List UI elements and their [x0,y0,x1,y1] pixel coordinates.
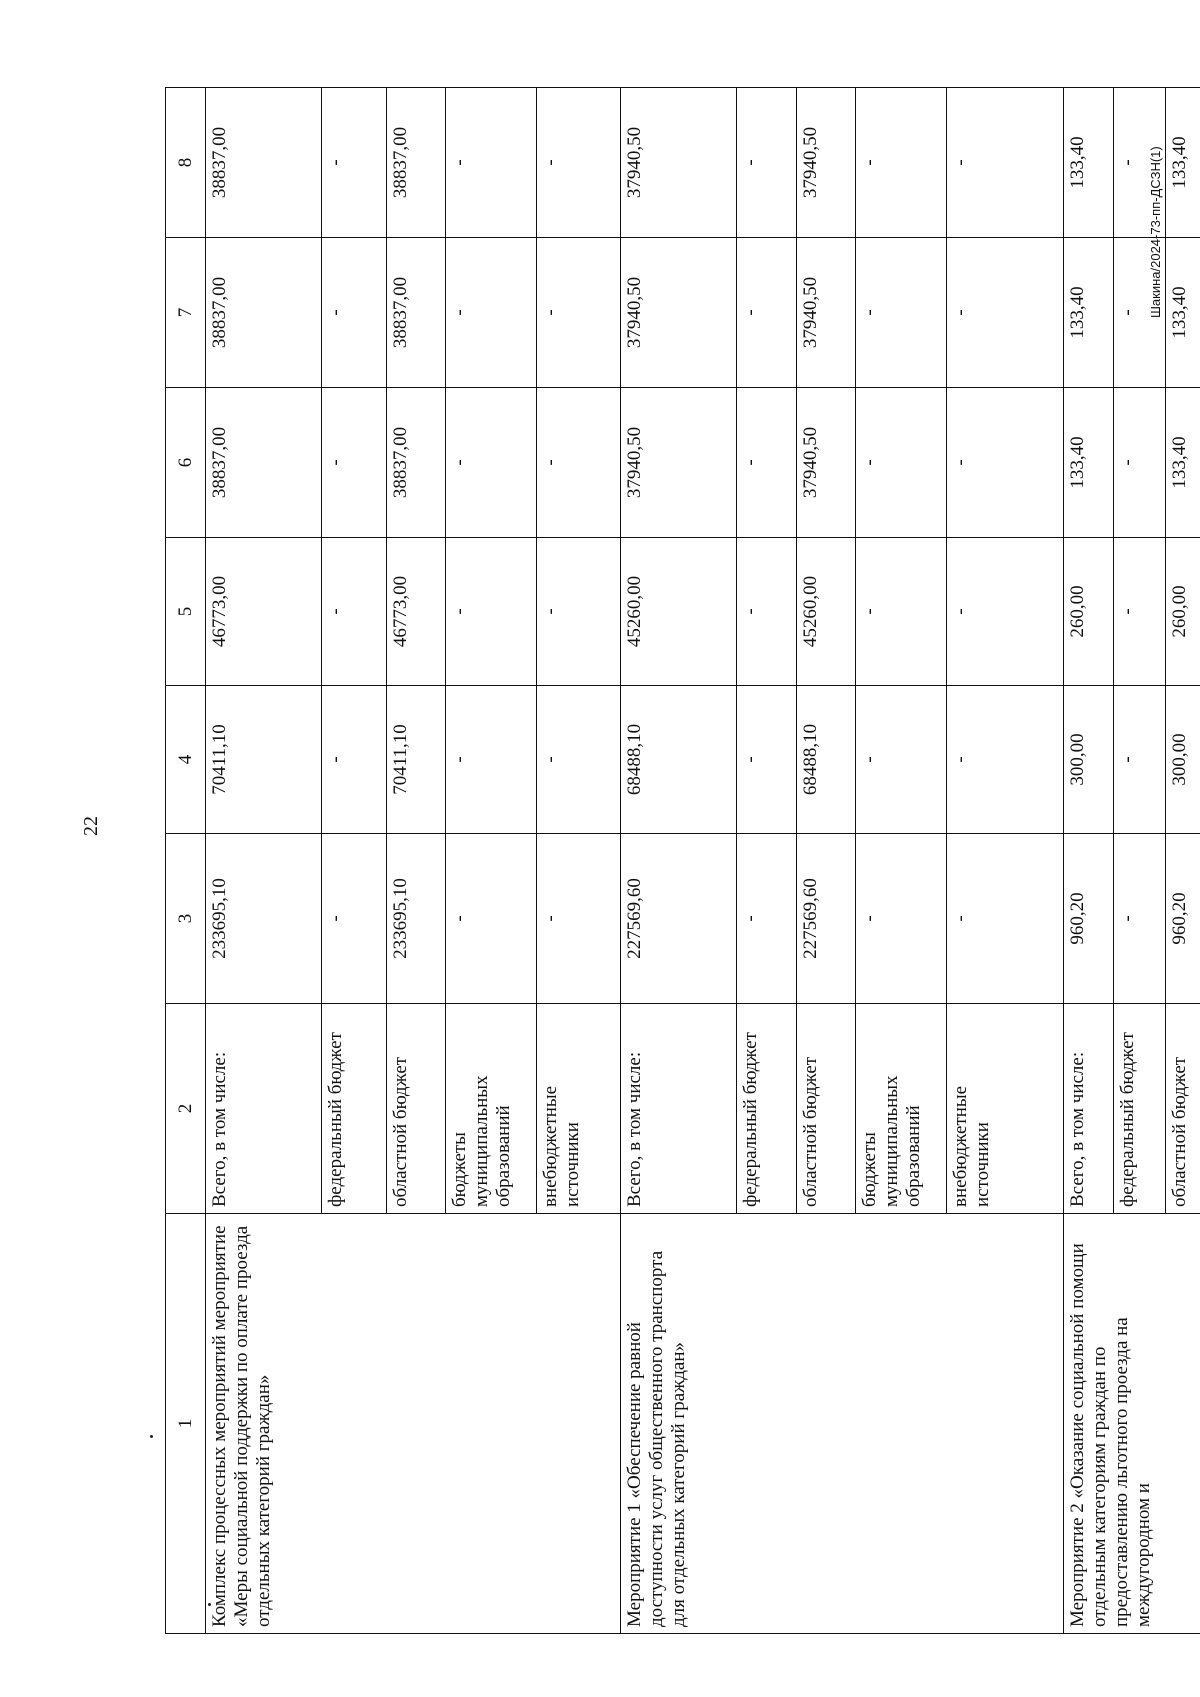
amount-cell: - [1114,686,1166,834]
amount-cell: - [737,834,797,1004]
amount-cell: - [537,834,621,1004]
amount-cell: - [537,238,621,388]
amount-cell: - [1114,834,1166,1004]
amount-cell: - [1114,238,1166,388]
amount-cell: - [322,686,387,834]
amount-cell: - [322,834,387,1004]
amount-cell: - [446,686,537,834]
amount-cell: - [322,238,387,388]
amount-cell: 37940,50 [621,388,737,538]
amount-cell: - [947,834,1064,1004]
amount-cell: - [856,238,947,388]
amount-cell: - [537,388,621,538]
table-row [206,88,322,1634]
funding-source-cell: федеральный бюджет [322,1004,387,1214]
amount-cell: 133,40 [1064,388,1114,538]
amount-cell: - [537,538,621,686]
amount-cell: 38837,00 [206,238,322,388]
funding-source-cell: федеральный бюджет [1114,1004,1166,1214]
amount-cell: - [446,88,537,238]
funding-source-cell: областной бюджет [797,1004,856,1214]
amount-cell: - [856,686,947,834]
amount-cell: - [446,238,537,388]
amount-cell: 37940,50 [621,88,737,238]
amount-cell: 260,00 [1064,538,1114,686]
amount-cell: - [446,388,537,538]
table-row [621,88,737,1634]
amount-cell: - [737,538,797,686]
column-header: 8 [166,88,206,238]
amount-cell: - [737,686,797,834]
amount-cell: - [737,88,797,238]
funding-source-cell: федеральный бюджет [737,1004,797,1214]
funding-source-cell: областной бюджет [1166,1004,1200,1214]
amount-cell: 960,20 [1166,834,1200,1004]
funding-source-cell: внебюджетные источники [947,1004,1064,1214]
amount-cell: 133,40 [1166,88,1200,238]
amount-cell: - [856,88,947,238]
amount-cell: - [947,388,1064,538]
funding-source-cell: областной бюджет [387,1004,446,1214]
amount-cell: 37940,50 [797,238,856,388]
amount-cell: 38837,00 [387,88,446,238]
amount-cell: 300,00 [1166,686,1200,834]
column-header: 3 [166,834,206,1004]
measure-title-cell: Мероприятие 2 «Оказание социальной помощи отдельным категориям граждан по предоставлению льготного проезда на междугородном и [1064,1214,1200,1634]
amount-cell: 133,40 [1064,238,1114,388]
amount-cell: - [322,538,387,686]
scan-speck [150,1435,153,1438]
amount-cell: 133,40 [1166,238,1200,388]
amount-cell: 300,00 [1064,686,1114,834]
amount-cell: 38837,00 [387,238,446,388]
document-code: Шакина/2024-73-пп-ДСЗН(1) [1148,146,1163,318]
column-header: 6 [166,388,206,538]
amount-cell: - [446,834,537,1004]
amount-cell: 233695,10 [206,834,322,1004]
amount-cell: - [1114,388,1166,538]
funding-source-cell: бюджеты муниципальных образований [856,1004,947,1214]
amount-cell: 46773,00 [387,538,446,686]
amount-cell: 68488,10 [797,686,856,834]
amount-cell: 260,00 [1166,538,1200,686]
amount-cell: 68488,10 [621,686,737,834]
amount-cell: 133,40 [1166,388,1200,538]
funding-source-cell: Всего, в том числе: [206,1004,322,1214]
amount-cell: 233695,10 [387,834,446,1004]
amount-cell: - [537,686,621,834]
amount-cell: 70411,10 [206,686,322,834]
funding-source-cell: бюджеты муниципальных образований [446,1004,537,1214]
amount-cell: - [737,238,797,388]
funding-source-cell: внебюджетные источники [537,1004,621,1214]
amount-cell: 38837,00 [387,388,446,538]
amount-cell: 46773,00 [206,538,322,686]
amount-cell: 227569,60 [797,834,856,1004]
amount-cell: 37940,50 [797,88,856,238]
amount-cell: 38837,00 [206,388,322,538]
measure-title-cell: Комплекс процессных мероприятий мероприятие «Меры социальной поддержки по оплате проезда отдельных категорий граждан» [206,1214,621,1634]
amount-cell: - [322,388,387,538]
amount-cell: 133,40 [1064,88,1114,238]
amount-cell: - [947,88,1064,238]
amount-cell: - [856,538,947,686]
amount-cell: - [856,834,947,1004]
funding-source-cell: Всего, в том числе: [1064,1004,1114,1214]
header-row [166,88,206,1634]
amount-cell: 45260,00 [621,538,737,686]
amount-cell: - [446,538,537,686]
amount-cell: - [947,538,1064,686]
amount-cell: 960,20 [1064,834,1114,1004]
amount-cell: 37940,50 [621,238,737,388]
amount-cell: 37940,50 [797,388,856,538]
amount-cell: 45260,00 [797,538,856,686]
amount-cell: - [737,388,797,538]
amount-cell: 227569,60 [621,834,737,1004]
measure-title-cell: Мероприятие 1 «Обеспечение равной доступности услуг общественного транспорта для отдельных категорий граждан» [621,1214,1064,1634]
amount-cell: - [1114,538,1166,686]
amount-cell: - [856,388,947,538]
column-header: 1 [166,1214,206,1634]
funding-table [165,87,1200,1634]
column-header: 2 [166,1004,206,1214]
page-number: 22 [80,816,102,836]
amount-cell: 38837,00 [206,88,322,238]
table-row [1064,88,1114,1634]
amount-cell: - [947,238,1064,388]
column-header: 7 [166,238,206,388]
amount-cell: - [537,88,621,238]
funding-source-cell: Всего, в том числе: [621,1004,737,1214]
amount-cell: - [322,88,387,238]
column-header: 4 [166,686,206,834]
amount-cell: - [947,686,1064,834]
amount-cell: - [1114,88,1166,238]
amount-cell: 70411,10 [387,686,446,834]
column-header: 5 [166,538,206,686]
